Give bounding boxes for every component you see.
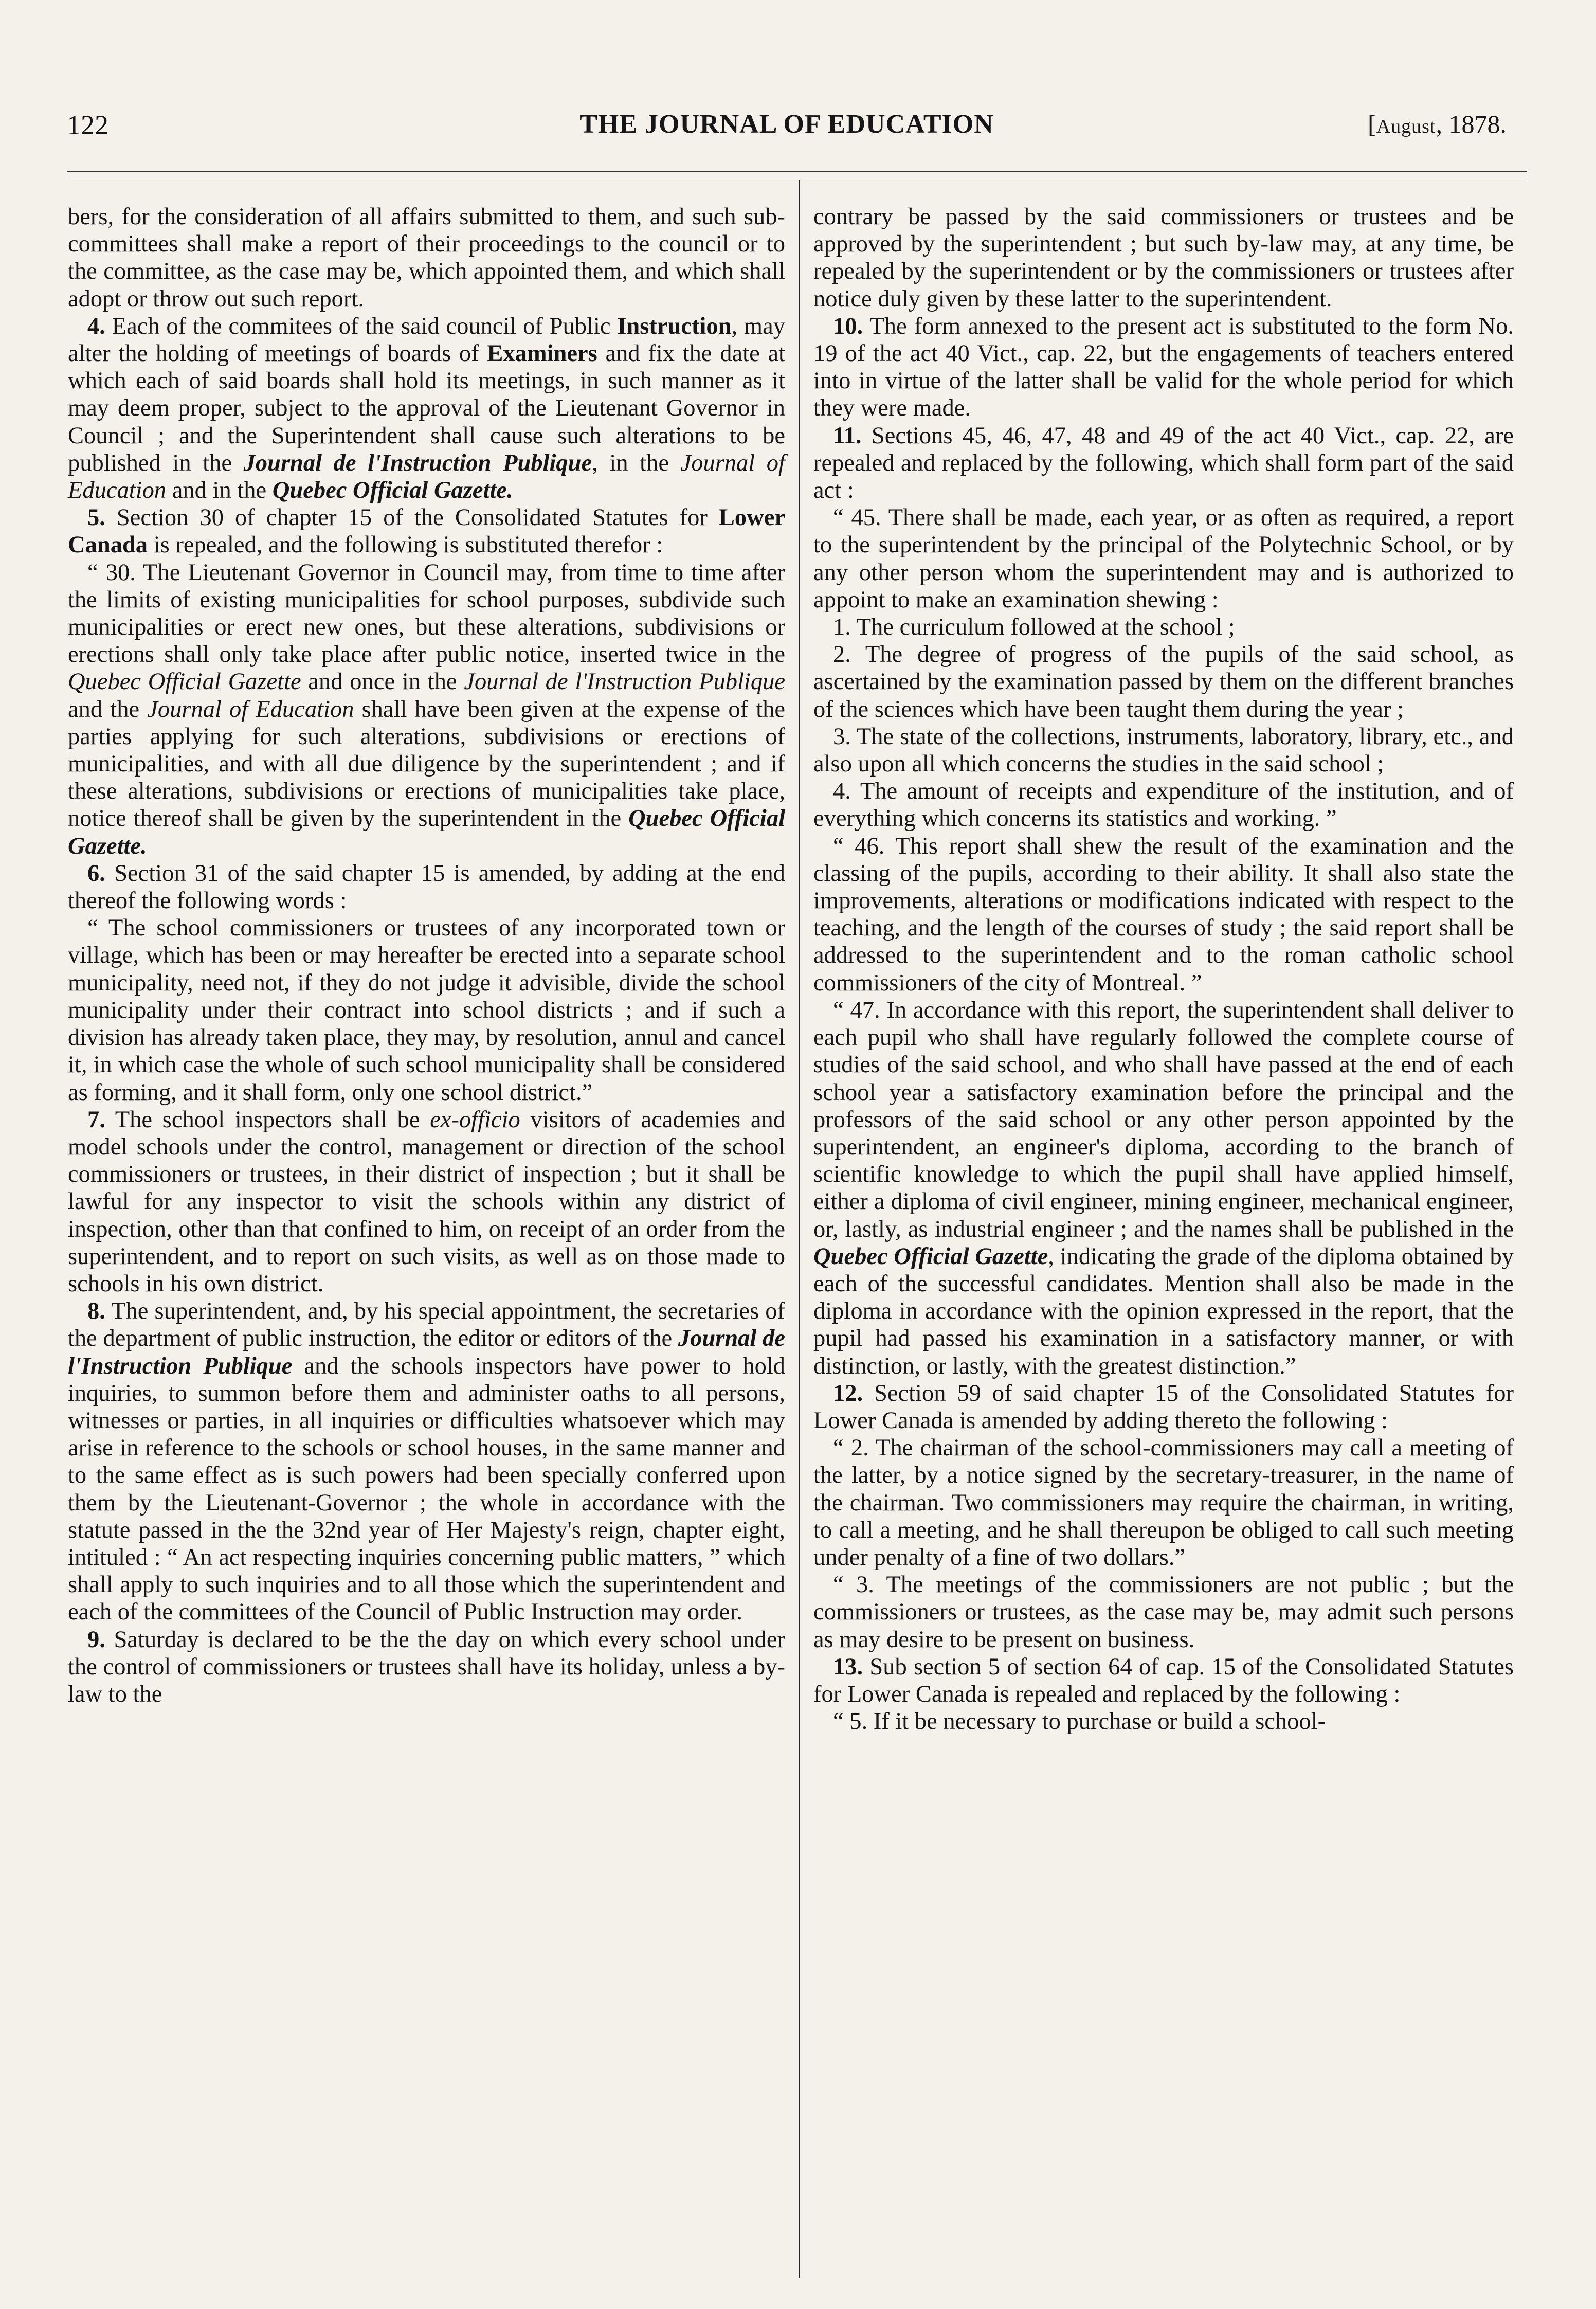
section-number: 7.	[87, 1106, 105, 1133]
text: and once in the	[301, 669, 464, 695]
section-6	[68, 860, 785, 914]
quoted-section-46: “ 46. This report shall shew the result of the examination and the classing of the pupils, according to their ability. It shall also state the improvements, alterations or modifications indicated with respect to the teaching, and the length of the courses of study ; the said report shall be addressed to the superintendent and to the roman catholic school commissioners of the city of Montreal. ”	[813, 833, 1514, 996]
section-11	[813, 422, 1514, 504]
text-bold: Examiners	[487, 340, 597, 367]
text: and the schools inspectors have power to hold inquiries, to summon before them and administer oaths to all persons, witnesses or parties, in all inquiries or difficulties whatsoever which may arise in reference to the schools or school houses, in the same manner and to the same effect as is such powers had been specially conferred upon them by the Lieutenant-Governor ; the whole in accordance with the statute passed in the the 32nd year of Her Majesty's reign, chapter eight, intituled : “ An act respecting inquiries concerning public matters, ” which shall apply to such inquiries and to all those which the superintendent and each of the committees of the Council of Public Instruction may order.	[68, 1352, 785, 1626]
list-item-3: 3. The state of the collections, instruments, laboratory, library, etc., and also upon all which concerns the studies in the said school ;	[813, 723, 1514, 778]
section-number: 11.	[833, 422, 862, 449]
gazette-name: Quebec Official Gazette	[813, 1243, 1048, 1270]
text-bold: Lower Canada	[68, 504, 785, 558]
section-9	[68, 1626, 785, 1708]
journal-name: Journal of Education	[147, 696, 354, 723]
text: , indicating the grade of the diploma obtained by each of the successful candidates. Mention shall also be made in the diploma in accordance with the opinion expressed in the report, that the pupil had passed his examination in a satisfactory manner, or with distinction, or lastly, with the greatest distinction.”	[813, 1243, 1514, 1379]
column-divider	[799, 180, 800, 2278]
page-number: 122	[67, 110, 108, 140]
date-year: , 1878.	[1436, 110, 1507, 138]
journal-name: Journal de l'Instruction Publique	[68, 1325, 785, 1379]
journal-name: Journal de l'Instruction Publique	[464, 669, 785, 695]
date-bracket: [	[1368, 110, 1376, 138]
text: “ 30. The Lieutenant Governor in Council may, from time to time after the limits of existing municipalities for school purposes, subdivide such municipalities or erect new ones, but these alterations, subdivisions or erections shall only take place after public notice, inserted twice in the	[68, 559, 785, 668]
text: The school inspectors shall be	[105, 1106, 430, 1133]
paragraph-continuation: bers, for the consideration of all affairs submitted to them, and such sub-committees shall make a report of their proceedings to the council or to the committee, as the case may be, which appointed them, and which shall adopt or throw out such report.	[68, 204, 785, 312]
section-8	[68, 1297, 785, 1626]
quoted-subsection-2: “ 2. The chairman of the school-commissioners may call a meeting of the latter, by a notice signed by the secretary-treasurer, in the name of the chairman. Two commissioners may require the chairman, in writing, to call a meeting, and he shall thereupon be obliged to call such meeting under penalty of a fine of two dollars.”	[813, 1435, 1514, 1571]
issue-date	[1368, 109, 1507, 139]
section-10	[813, 313, 1514, 422]
section-13	[813, 1653, 1514, 1708]
text: Section 31 of the said chapter 15 is amended, by adding at the end thereof the following words :	[68, 860, 785, 914]
text: Sub section 5 of section 64 of cap. 15 of the Consolidated Statutes for Lower Canada is repealed and replaced by the following :	[813, 1653, 1514, 1707]
header-rule-top	[67, 171, 1527, 172]
text: , may alter the holding of meetings of boards of	[68, 313, 785, 367]
text: is repealed, and the following is substituted therefor :	[148, 532, 663, 558]
text: Section 30 of chapter 15 of the Consolidated Statutes for	[105, 504, 719, 531]
page-header	[67, 109, 1507, 155]
gazette-name: Quebec Official Gazette.	[272, 477, 513, 504]
list-item-1: 1. The curriculum followed at the school ;	[833, 614, 1235, 641]
section-6-quote: “ The school commissioners or trustees of any incorporated town or village, which has been or may hereafter be erected into a separate school municipality, need not, if they do not judge it advisible, divide the school municipality under their contract into school districts ; and if such a division has already taken place, they may, by resolution, annul and cancel it, in which case the whole of such school municipality shall be considered as forming, and it shall form, only one school district.”	[68, 915, 785, 1106]
text: visitors of academies and model schools under the control, management or direction of the school commissioners or trustees, in their district of inspection ; but it shall be lawful for any inspector to visit the schools within any district of inspection, other than that confined to him, on receipt of an order from the superintendent, and to report on such visits, as well as on those made to schools in his own district.	[68, 1106, 785, 1297]
text-italic: ex-officio	[430, 1106, 520, 1133]
text: , in the	[592, 449, 681, 476]
quoted-subsection-5: “ 5. If it be necessary to purchase or build a school-	[833, 1708, 1326, 1735]
list-item-4: 4. The amount of receipts and expenditure of the institution, and of everything which concerns its statistics and working. ”	[813, 778, 1514, 832]
text: Section 59 of said chapter 15 of the Consolidated Statutes for Lower Canada is amended by adding thereto the following :	[813, 1380, 1514, 1434]
journal-name: Journal de l'Instruction Publique	[243, 449, 592, 476]
section-4	[68, 313, 785, 504]
section-number: 4.	[87, 313, 105, 339]
section-number: 8.	[87, 1298, 105, 1325]
date-month: August	[1376, 116, 1436, 137]
paragraph-continuation: contrary be passed by the said commissioners or trustees and be approved by the superintendent ; but such by-law may, at any time, be repealed by the superintendent or by the commissioners or trustees after notice duly given by these latter to the superintendent.	[813, 204, 1514, 312]
section-number: 13.	[833, 1653, 863, 1680]
section-number: 12.	[833, 1380, 863, 1406]
section-number: 6.	[87, 860, 105, 887]
quoted-section-45: “ 45. There shall be made, each year, or as often as required, a report to the superintendent by the principal of the Polytechnic School, or by any other person whom the superintendent may and is authorized to appoint to make an examination shewing :	[813, 504, 1514, 613]
text: Saturday is declared to be the the day on which every school under the control of commissioners or trustees shall have its holiday, unless a by-law to the	[68, 1626, 785, 1707]
text: “ 47. In accordance with this report, the superintendent shall deliver to each pupil who shall have regularly followed the complete course of studies of the said school, and who shall have passed at the end of each school year a satisfactory examination before the principal and the professors of the said school or any other person appointed by the superintendent, an engineer's diploma, according to the branch of scientific knowledge to which the pupil shall have applied himself, either a diploma of civil engineer, mining engineer, mechanical engineer, or, lastly, as industrial engineer ; and the names shall be published in the	[813, 997, 1514, 1242]
section-number: 9.	[87, 1626, 105, 1653]
gazette-name: Quebec Official Gazette.	[68, 805, 785, 859]
gazette-name: Quebec Official Gazette	[68, 669, 301, 695]
list-item-2: 2. The degree of progress of the pupils of the said school, as ascertained by the examination passed by them on the different branches of the sciences which have been taught them during the year ;	[813, 641, 1514, 723]
text: Each of the commitees of the said council of Public	[105, 313, 618, 339]
quoted-section-30	[68, 559, 785, 860]
text: The form annexed to the present act is substituted to the form No. 19 of the act 40 Vict., cap. 22, but the engagements of teachers entered into in virtue of the latter shall be valid for the whole period for which they were made.	[813, 313, 1514, 422]
text: and the	[68, 696, 148, 723]
journal-title: THE JOURNAL OF EDUCATION	[579, 110, 994, 139]
quoted-subsection-3: “ 3. The meetings of the commissioners are not public ; but the commissioners or trustees, as the case may be, may admit such persons as may desire to be present on business.	[813, 1572, 1514, 1653]
section-number: 10.	[833, 313, 863, 339]
text: Sections 45, 46, 47, 48 and 49 of the act 40 Vict., cap. 22, are repealed and replaced by the following, which shall form part of the said act :	[813, 422, 1514, 504]
text-bold: Instruction	[617, 313, 732, 339]
text: The superintendent, and, by his special appointment, the secretaries of the department of public instruction, the editor or editors of the	[68, 1298, 785, 1352]
section-7	[68, 1106, 785, 1297]
right-column	[813, 203, 1514, 1735]
text: and in the	[166, 477, 273, 504]
text: and fix the date at which each of said boards shall hold its meetings, in such manner as it may deem proper, subject to the approval of the Lieutenant Governor in Council ; and the Superintendent shall cause such alterations to be published in the	[68, 340, 785, 476]
text: shall have been given at the expense of the parties applying for such alterations, subdivisions or erections of municipalities, and with all due diligence by the superintendent ; and if these alterations, subdivisions or erections of municipalities take place, notice thereof shall be given by the superintendent in the	[68, 696, 786, 832]
section-number: 5.	[87, 504, 105, 531]
journal-name: Journal of Education	[68, 449, 785, 504]
section-12	[813, 1380, 1514, 1434]
section-5	[68, 504, 785, 558]
left-column	[68, 203, 785, 1708]
quoted-section-47	[813, 997, 1514, 1380]
